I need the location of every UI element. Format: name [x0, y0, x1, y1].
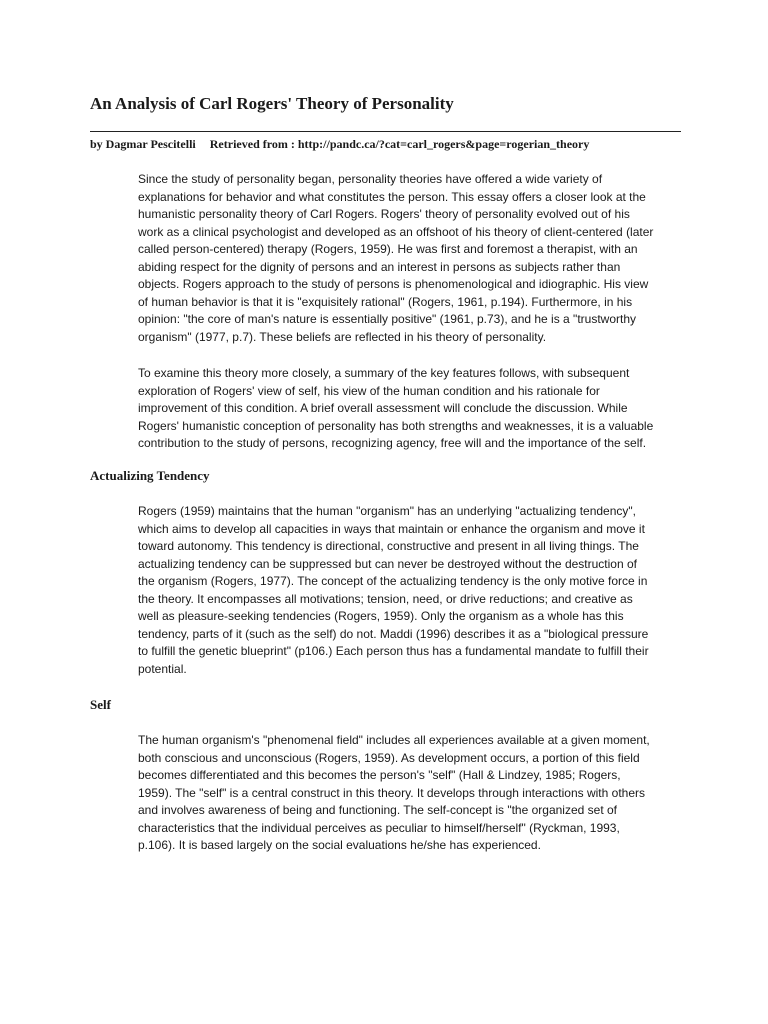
text-line: To examine this theory more closely, a summary of the key features follows, with subsequent	[138, 366, 630, 380]
text-line: the organism (Rogers, 1977). The concept of the actualizing tendency is the only motive force in	[138, 574, 648, 588]
text-line: improvement of this condition. A brief overall assessment will conclude the discussion. While	[138, 401, 628, 415]
text-line: abiding respect for the dignity of persons and an interest in persons as subjects rather than	[138, 259, 621, 274]
intro-paragraph-2	[138, 365, 678, 453]
text-line: Rogers' humanistic conception of personality has both strengths and weaknesses, it is a valuable	[138, 418, 654, 433]
text-line: well as pleasure-seeking tendencies (Rogers, 1959). Only the organism as a whole has this	[138, 609, 624, 623]
text-line: characteristics that the individual perceives as peculiar to himself/herself" (Ryckman, 1993,	[138, 820, 620, 835]
text-line: actualizing tendency can be suppressed but can never be destroyed without the destruction of	[138, 556, 637, 571]
section-heading-actualizing-tendency: Actualizing Tendency	[90, 468, 210, 483]
text-line: called person-centered) therapy (Rogers, 1959). He was first and foremost a therapist, with an	[138, 242, 638, 256]
title-divider	[90, 131, 681, 132]
text-line: contribution to the study of persons, recognizing agency, free will and the importance of the self.	[138, 436, 647, 450]
text-line: p.106). It is based largely on the social evaluations he/she has experienced.	[138, 838, 541, 852]
text-line: and involves awareness of being and functioning. The self-concept is "the organized set of	[138, 803, 618, 817]
text-line: tendency, parts of it (such as the self) do not. Maddi (1996) describes it as a "biological pressure	[138, 626, 649, 641]
author-name: by Dagmar Pescitelli	[90, 137, 196, 151]
text-line: potential.	[138, 661, 187, 676]
intro-paragraph-1	[138, 171, 678, 346]
text-line: toward autonomy. This tendency is directional, constructive and present in all living things. The	[138, 539, 639, 553]
section-paragraph-actualizing-tendency	[138, 503, 678, 678]
text-line: organism" (1977, p.7). These beliefs are reflected in his theory of personality.	[138, 329, 547, 344]
text-line: explanations for behavior and what constitutes the person. This essay offers a closer look at the	[138, 189, 646, 204]
text-line: objects. Rogers approach to the study of persons is phenomenological and idiographic. His view	[138, 277, 649, 291]
text-line: the theory. It encompasses all motivations; tension, need, or drive reductions; and creative as	[138, 591, 633, 606]
text-line: to fulfill the genetic blueprint" (p106.) Each person thus has a fundamental mandate to fulfill their	[138, 644, 649, 658]
text-line: work as a clinical psychologist and developed as an offshoot of his theory of client-centered (later	[138, 224, 654, 239]
byline	[90, 136, 589, 152]
section-heading-self: Self	[90, 697, 111, 712]
text-line: both conscious and unconscious (Rogers, 1959). As development occurs, a portion of this field	[138, 750, 640, 765]
text-line: opinion: "the core of man's nature is essentially positive" (1961, p.73), and he is a "trustworthy	[138, 312, 636, 326]
text-line: exploration of Rogers' view of self, his view of the human condition and his rationale for	[138, 383, 600, 398]
text-line: becomes differentiated and this becomes the person's "self" (Hall & Lindzey, 1985; Rogers,	[138, 768, 621, 782]
text-line: The human organism's "phenomenal field" includes all experiences available at a given moment,	[138, 733, 650, 747]
section-paragraph-self	[138, 732, 678, 855]
text-line: humanistic personality theory of Carl Rogers. Rogers' theory of personality evolved out of his	[138, 207, 630, 221]
text-line: 1959). The "self" is a central construct in this theory. It develops through interactions with others	[138, 785, 645, 800]
document-title: An Analysis of Carl Rogers' Theory of Personality	[90, 94, 454, 113]
source-retrieved: Retrieved from : http://pandc.ca/?cat=carl_rogers&page=rogerian_theory	[209, 137, 590, 151]
text-line: which aims to develop all capacities in ways that maintain or enhance the organism and move it	[138, 521, 645, 536]
text-line: Since the study of personality began, personality theories have offered a wide variety of	[138, 172, 603, 186]
text-line: of human behavior is that it is "exquisitely rational" (Rogers, 1961, p.194). Furthermore, in his	[138, 294, 633, 309]
text-line: Rogers (1959) maintains that the human "organism" has an underlying "actualizing tendency",	[138, 504, 636, 518]
